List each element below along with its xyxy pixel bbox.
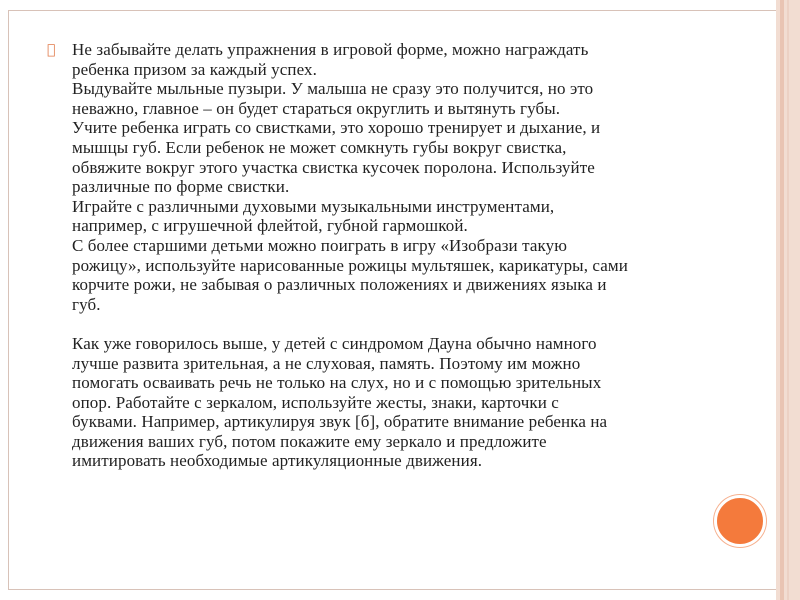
text-line: лучше развита зрительная, а не слуховая, память. Поэтому им можно — [72, 353, 581, 373]
text-line: Как уже говорилось выше, у детей с синдромом Дауна обычно намного — [72, 333, 597, 353]
text-line: Выдувайте мыльные пузыри. У малыша не сразу это получится, но это — [72, 79, 594, 99]
slide-body-text — [72, 40, 732, 471]
decorative-circle-icon — [714, 495, 766, 547]
text-line: Не забывайте делать упражнения в игровой форме, можно награждать — [72, 40, 589, 59]
text-line: неважно, главное – он будет стараться округлить и вытянуть губы. — [72, 98, 561, 118]
text-line: опор. Работайте с зеркалом, используйте жесты, знаки, карточки с — [72, 392, 559, 412]
text-line: ребенка призом за каждый успех. — [72, 59, 317, 79]
text-line: Играйте с различными духовыми музыкальными инструментами, — [72, 196, 555, 216]
text-line: рожицу», используйте нарисованные рожицы мультяшек, карикатуры, сами — [72, 255, 628, 275]
text-line: имитировать необходимые артикуляционные движения. — [72, 451, 483, 471]
text-line: различные по форме свистки. — [72, 177, 290, 197]
text-line: С более старшими детьми можно поиграть в игру «Изобрази такую — [72, 235, 567, 255]
text-line: мышцы губ. Если ребенок не может сомкнуть губы вокруг свистка, — [72, 137, 567, 157]
text-line: помогать осваивать речь не только на слух, но и с помощью зрительных — [72, 373, 602, 393]
text-line: Учите ребенка играть со свистками, это хорошо тренирует и дыхание, и — [72, 118, 601, 138]
text-line: корчите рожи, не забывая о различных положениях и движениях языка и — [72, 275, 607, 295]
text-line: буквами. Например, артикулируя звук [б], обратите внимание ребенка на — [72, 412, 608, 432]
decorative-stripe — [780, 0, 784, 600]
paragraph-gap — [72, 314, 732, 334]
decorative-stripe-thin — [787, 0, 789, 600]
text-line: губ. — [72, 294, 101, 314]
bullet-marker-icon — [47, 40, 55, 60]
text-line: обвяжите вокруг этого участка свистка кусочек поролона. Используйте — [72, 157, 595, 177]
text-line: движения ваших губ, потом покажите ему зеркало и предложите — [72, 431, 547, 451]
text-line: например, с игрушечной флейтой, губной гармошкой. — [72, 216, 468, 236]
